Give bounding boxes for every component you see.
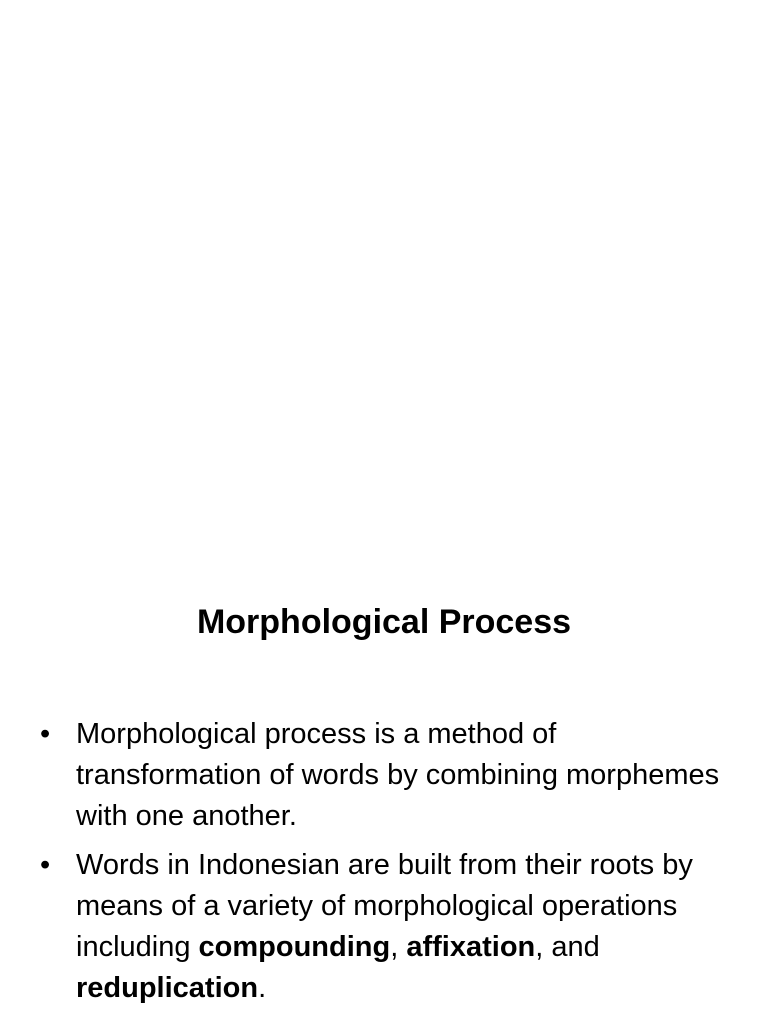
separator: , and (535, 931, 600, 963)
bullet-icon: • (40, 718, 51, 750)
bullet-text-before: Words in Indonesian are built from their roots by means of a variety of morphological operations including (76, 849, 693, 963)
sentence-end: . (258, 972, 267, 1004)
slide-title: Morphological Process (196, 603, 572, 641)
term-reduplication: reduplication (76, 972, 259, 1004)
bullet-list (40, 714, 740, 1017)
bullet-item-operations (40, 845, 740, 1009)
bullet-text: Morphological process is a method of transformation of words by combining morphemes with one another. (76, 718, 720, 832)
term-affixation: affixation (406, 931, 536, 963)
bullet-icon: • (40, 849, 51, 881)
term-compounding: compounding (198, 931, 391, 963)
separator: , (390, 931, 407, 963)
bullet-item-definition (40, 714, 740, 837)
